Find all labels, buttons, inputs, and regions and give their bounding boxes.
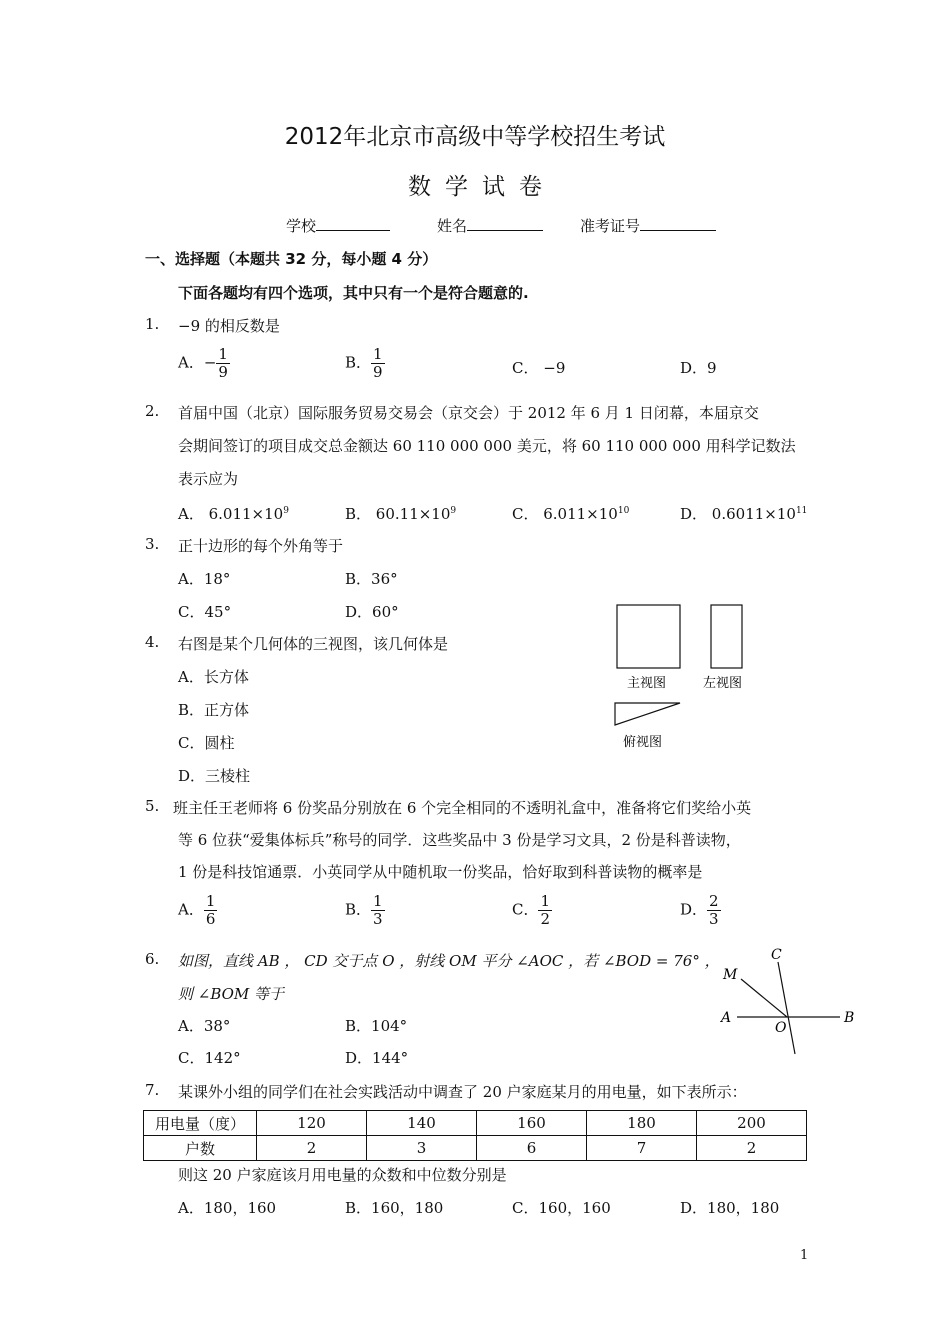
q5-option-c[interactable] [512,893,552,928]
table-cell: 用电量（度） [144,1111,257,1136]
q5-option-d[interactable] [680,893,721,928]
q1-a-fraction: $\frac{1}{9}$ [218,345,228,381]
q4-option-b[interactable]: B．正方体 [178,701,250,719]
q5-c-fraction: $\frac{1}{2}$ [540,892,551,928]
left-view-rect [711,605,742,668]
angle-figure [715,942,865,1062]
q5-option-a[interactable] [178,893,217,928]
q3-number: 3. [145,535,160,553]
table-cell: 2 [257,1136,367,1161]
q7-option-a[interactable]: A．180，160 [178,1199,277,1217]
school-label: 学校 [286,217,317,235]
q3-option-d[interactable]: D．60° [345,603,399,621]
q3-stem: 正十边形的每个外角等于 [178,537,344,555]
electricity-table [143,1110,807,1161]
q2-option-d[interactable]: D． $0.6011\times 10^{11}$ [680,505,808,523]
point-o-label: O [775,1020,787,1036]
q5-c-label: C． [512,900,539,919]
point-m-label: M [723,967,738,983]
q3-option-b[interactable]: B．36° [345,570,398,588]
q1-b-label: B． [345,353,372,372]
q2-number: 2. [145,402,160,420]
q7-option-d[interactable]: D．180，180 [680,1199,780,1217]
q6-number: 6. [145,950,160,968]
table-row [144,1111,807,1136]
q7-option-c[interactable]: C．160，160 [512,1199,611,1217]
q1-option-c[interactable]: C． −9 [512,359,566,377]
table-cell: 7 [587,1136,697,1161]
table-cell: 6 [477,1136,587,1161]
q3-option-a[interactable]: A．18° [178,570,231,588]
q1-a-sign: − [203,353,217,372]
q4-option-d[interactable]: D．三棱柱 [178,767,251,785]
name-label: 姓名 [437,217,468,235]
id-label: 准考证号 [580,217,641,235]
q6-option-d[interactable]: D．144° [345,1049,409,1067]
ray-om [741,979,787,1017]
table-cell: 2 [697,1136,807,1161]
exam-title: 2012年北京市高级中等学校招生考试 [284,124,666,150]
name-field[interactable] [437,215,543,236]
q5-line1: 班主任王老师将 6 份奖品分别放在 6 个完全相同的不透明礼盒中，准备将它们奖给小英 [173,799,752,817]
q1-stem: −9 的相反数是 [178,317,280,335]
q2-line1: 首届中国（北京）国际服务贸易交易会（京交会）于 2012 年 6 月 1 日闭幕，本届京交 [178,404,759,422]
q1-number: 1. [145,315,160,333]
table-cell: 户数 [144,1136,257,1161]
q4-option-c[interactable]: C．圆柱 [178,734,235,752]
name-blank[interactable] [467,216,543,231]
page-number: 1 [800,1248,809,1263]
q2-option-b[interactable]: B． $60.11\times 10^9$ [345,505,457,523]
q4-stem: 右图是某个几何体的三视图，该几何体是 [178,635,449,653]
section-heading: 一、选择题（本题共 32 分，每小题 4 分） [145,250,438,268]
table-row [144,1136,807,1161]
q5-d-label: D． [680,900,708,919]
q2-option-c[interactable]: C． $6.011\times 10^{10}$ [512,505,630,523]
q5-line2: 等 6 位获“爱集体标兵”称号的同学．这些奖品中 3 份是学习文具，2 份是科普读物， [178,831,741,849]
point-b-label: B [844,1010,855,1026]
table-cell: 160 [477,1111,587,1136]
q1-b-fraction: $\frac{1}{9}$ [373,345,383,381]
front-view-square [617,605,680,668]
q2-option-a[interactable]: A． $6.011\times 10^9$ [178,505,289,523]
q6-option-c[interactable]: C．142° [178,1049,241,1067]
top-view-triangle [615,703,680,725]
q3-option-c[interactable]: C．45° [178,603,232,621]
q6-option-b[interactable]: B．104° [345,1017,408,1035]
line-cd [778,962,795,1054]
left-view-label: 左视图 [703,676,743,691]
id-field[interactable] [580,215,716,236]
table-cell: 200 [697,1111,807,1136]
q5-a-label: A． [178,900,204,919]
q2-line3: 表示应为 [178,470,239,488]
q5-option-b[interactable] [345,893,385,928]
point-a-label: A [721,1010,732,1026]
point-c-label: C [771,947,782,963]
q5-d-fraction: $\frac{2}{3}$ [709,892,719,928]
q5-number: 5. [145,797,160,815]
front-view-label: 主视图 [627,676,667,691]
q4-option-a[interactable]: A．长方体 [178,668,249,686]
q5-b-fraction: $\frac{1}{3}$ [373,892,383,928]
q4-number: 4. [145,633,160,651]
table-cell: 120 [257,1111,367,1136]
q6-line2: 则 ∠BOM 等于 [178,985,285,1003]
q2-line2: 会期间签订的项目成交总金额达 60 110 000 000 美元，将 60 110 000 000 用科学记数法 [178,437,796,455]
q6-option-a[interactable]: A．38° [178,1017,231,1035]
q6-line1: 如图，直线 AB ， CD 交于点 O ，射线 OM 平分 ∠AOC ，若 ∠BOD = 76° ， [178,952,720,970]
q7-stem: 某课外小组的同学们在社会实践活动中调查了 20 户家庭某月的用电量，如下表所示： [178,1083,747,1101]
q1-a-label: A． [178,353,204,372]
q5-a-fraction: $\frac{1}{6}$ [205,892,216,928]
top-view-label: 俯视图 [623,735,663,750]
three-views-figure [605,598,765,753]
school-field[interactable] [286,215,390,236]
table-cell: 140 [367,1111,477,1136]
q1-option-b[interactable] [345,346,385,381]
q7-number: 7. [145,1081,160,1099]
exam-subtitle: 数学试卷 [408,174,556,200]
q1-option-a[interactable] [178,346,230,381]
school-blank[interactable] [316,216,390,231]
q5-b-label: B． [345,900,372,919]
section-instruction: 下面各题均有四个选项，其中只有一个是符合题意的. [178,284,529,302]
id-blank[interactable] [640,216,716,231]
q1-option-d[interactable]: D．9 [680,359,717,377]
q5-line3: 1 份是科技馆通票．小英同学从中随机取一份奖品，恰好取到科普读物的概率是 [178,863,703,881]
table-cell: 3 [367,1136,477,1161]
q7-option-b[interactable]: B．160，180 [345,1199,444,1217]
q7-question: 则这 20 户家庭该月用电量的众数和中位数分别是 [178,1166,507,1184]
table-cell: 180 [587,1111,697,1136]
